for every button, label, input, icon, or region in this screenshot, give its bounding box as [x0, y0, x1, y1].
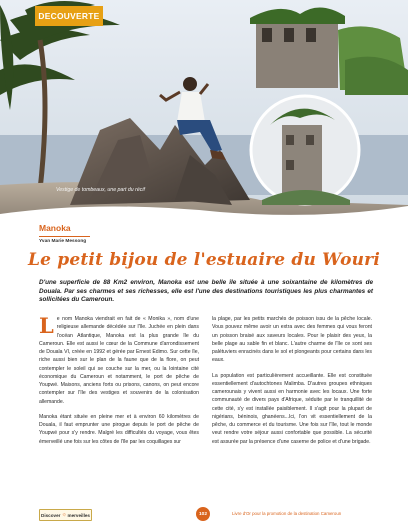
body-paragraph: La population est particulièrement accueillante. Elle est constituée essentiellement d'autochtones Malimba. D'autres groupes ethniques camerounais y vivent aussi en harmonie avec les locaux. Une forte communauté de divers pays d'Afrique, séduite par le tranquillité de cette cité, s'y est installée paisiblement. Il s'agit pour la plupart de nigérians, béninois, ghanéens...Ici, l'on vit essentiellement de la pêche, du commerce et du tourisme. Une fois sur l'île, tout le monde veut rendre votre séjour aussi confortable que possible. La sécurité est assurée par la présence d'une caserne de police et d'une brigade. [212, 372, 372, 445]
sun-icon: ☼ [61, 512, 67, 518]
body-paragraph: la plage, par les petits marchés de poisson issu de la pêche locale. Vous pouvez même avoir un extra avec des femmes qui vous feront un poisson braisé aux saveurs locales. Pour le plaisir des yeux, la belle plage au sable fin et blanc. L'autre charme de l'île ce sont ses palétuviers enracinés dans le sol et plongeants pour certains dans les eaux. [212, 316, 372, 364]
footer-tagline: Livre d'Or pour la promotion de la destination Cameroun [232, 511, 342, 516]
article-kicker: Manoka [39, 223, 71, 233]
footer-brand-badge [39, 509, 92, 521]
body-paragraph [39, 315, 199, 406]
body-paragraph: Manoka étant située en pleine mer et à environ 60 kilomètres de Douala, il faut emprunter une pirogue depuis le port de pêche de Youpwé pour s'y rendre. Malgré les difficultés du voyage, vous êtes émerveillé une fois sur les côtes de l'île par les coquillages sur [39, 413, 199, 445]
hero-photo [0, 0, 408, 222]
body-column-left [39, 315, 199, 453]
article-lead: D'une superficie de 88 Km2 environ, Manoka est une belle île située à une soixantaine de kilomètres de Douala. Par ses charmes et ses richesses, elle est l'une des destinations touristiques les plus charmantes et sollicitées du Cameroun. [39, 279, 373, 304]
body-column-right [212, 315, 372, 453]
page-number: 102 [196, 507, 210, 521]
paragraph-text: e nom Manoka viendrait en fait de « Monika », nom d'une religieuse allemande décédée sur l'île. Juchée en plein dans l'océan Atlantique, Manoka est la plus grande île du Cameroun. Elle est aussi le cœur de la Commune d'arrondissement de Douala VI, créée en 1992 et gérée par Ernest Edimo. Sur cette île, riche aussi bien sur le plan de la faune que de la flore, on peut contempler le soleil qui se couche sur la mer, ou la lointaine cité économique du Cameroun et notamment, le port de pêche de Youpwé. Maisons, anciens forts ou prisons, canons, on peut encore contempler sur l'île des vestiges et souvenirs de la colonisation allemande. [39, 316, 199, 405]
badge-brand: merveilles [67, 512, 90, 518]
badge-text: Discover [41, 512, 61, 518]
photo-caption: Vestige de tombeaux, une part du récif [56, 187, 145, 193]
tower-inset [251, 96, 359, 205]
section-tag: DECOUVERTE [35, 6, 103, 26]
drop-cap: L [39, 313, 54, 338]
kicker-underline [39, 236, 90, 237]
article-author: Yvan Marie Messong [39, 239, 87, 244]
article-title: Le petit bijou de l'estuaire du Wouri [27, 250, 380, 270]
